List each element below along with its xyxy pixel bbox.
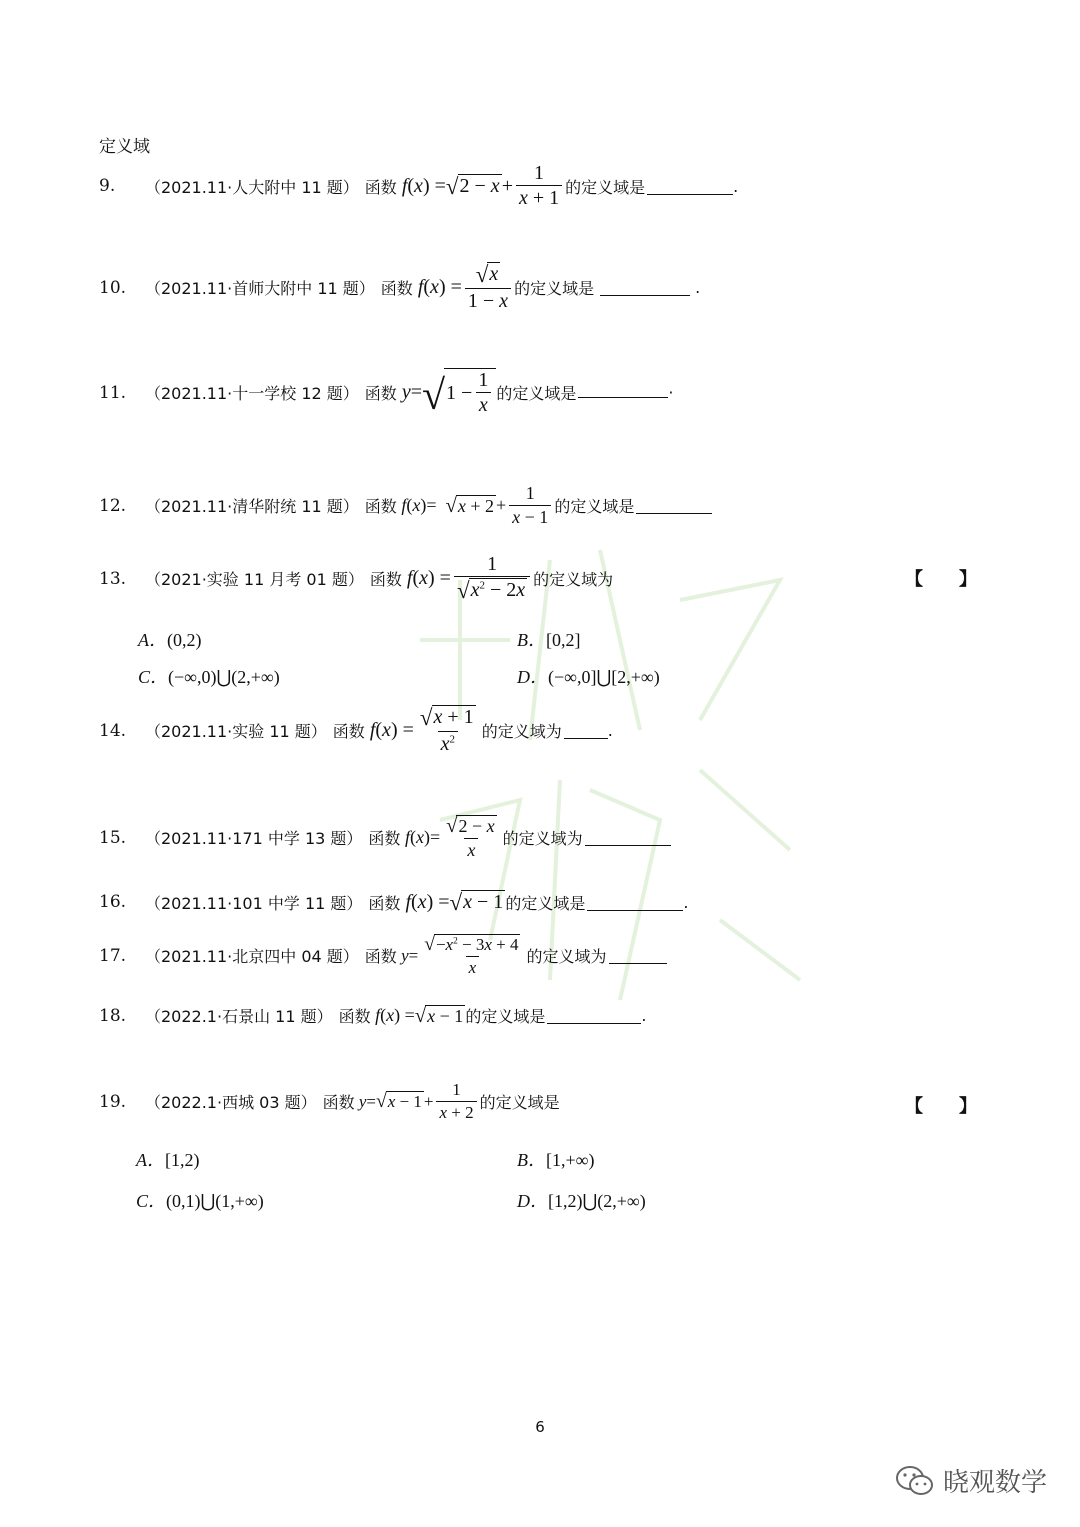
question-text: 的定义域是 (479, 1093, 560, 1113)
question-text: 的定义域为 (526, 947, 607, 967)
problem-source: （2021.11·实验 11 题） (145, 722, 327, 741)
formula: f ( x ) = √ x + 1 $x^2$ (369, 705, 474, 755)
answer-bracket: 【 】 (905, 569, 977, 590)
problem-source: （2021.11·清华附统 11 题） (145, 497, 359, 517)
answer-blank (636, 497, 712, 514)
problem-13 (99, 553, 613, 604)
question-text: 的定义域是 (565, 177, 646, 197)
problem-source: （2021.11·北京四中 04 题） (145, 947, 359, 967)
problem-10: 10. （2021.11·首师大附中 11 题） 函数 f ( x ) = √ x 1 − x 的定义域是 . (99, 262, 701, 312)
question-text: 的定义域是 (514, 279, 595, 298)
formula: y = √ 1 − $\frac{1}{x}$ (397, 368, 497, 417)
answer-blank (585, 829, 671, 846)
page-number: 6 (535, 1418, 545, 1436)
formula: f ( x ) = 1 √ $x^2 - 2x$ (402, 553, 533, 604)
option-a: A．[1,2) (136, 1150, 200, 1170)
formula: y = √ x − 1 + $\frac{1}{x + 2}$ (355, 1081, 480, 1122)
question-text: 的定义域为 (502, 829, 583, 849)
problem-number: 14. (99, 720, 127, 741)
problem-18: 18. （2022.1·石景山 11 题） 函数 f ( x ) = √ x − 1 的定义域是 . (99, 1004, 647, 1027)
problem-19 (99, 1081, 560, 1122)
option-c: C．(0,1)⋃(1,+∞) (136, 1191, 264, 1211)
formula: f ( x )= √ 2 − x x (404, 814, 495, 860)
answer-blank (564, 722, 608, 739)
func-word: 函数 (332, 722, 365, 741)
func-word: 函数 (364, 497, 397, 517)
func-word: 函数 (364, 177, 397, 197)
formula: f ( x )= √ x + 2 + $\frac{1}{x - 1}$ (397, 484, 555, 527)
answer-blank (578, 388, 668, 398)
answer-blank (647, 178, 733, 195)
func-word: 函数 (322, 1093, 355, 1113)
problem-number: 18. (99, 1005, 127, 1026)
option-b: B．[0,2] (517, 630, 581, 650)
problem-15 (99, 815, 671, 860)
problem-12 (99, 484, 712, 527)
section-title: 定义域 (99, 137, 150, 157)
problem-number: 16. (99, 892, 127, 912)
problem-number: 17. (99, 945, 127, 966)
func-word: 函数 (338, 1007, 371, 1026)
problem-source: （2021.11·首师大附中 11 题） (145, 279, 375, 298)
formula: f ( x ) = √ 2 − x + $\frac{1}{x + 1}$ (397, 162, 565, 210)
question-text: 的定义域是 (465, 1007, 546, 1026)
problem-number: 12. (99, 495, 127, 516)
option-b: B．[1,+∞) (517, 1150, 595, 1170)
problem-number: 11. (99, 382, 127, 403)
func-word: 函数 (364, 384, 397, 403)
func-word: 函数 (380, 279, 413, 298)
brand-footer (895, 1462, 1047, 1499)
problem-14: 14. （2021.11·实验 11 题） 函数 f ( x ) = √ x + 1 $x^2$ 的定义域为 . (99, 705, 613, 755)
problem-source: （2021.11·101 中学 11 题） (145, 893, 363, 913)
problem-number: 10. (99, 277, 127, 298)
problem-17 (99, 934, 667, 977)
problem-9: 9. （2021.11·人大附中 11 题） 函数 f ( x ) = √ 2 − x + $\frac{1}{x + 1}$ 的定义域是 . (99, 162, 739, 209)
problem-number: 19. (99, 1091, 127, 1112)
problem-11: 11. （2021.11·十一学校 12 题） 函数 y = √ 1 − $\frac{1}{x}$ 的定义域是 · (99, 369, 674, 419)
problem-source: （2022.1·西城 03 题） (145, 1093, 317, 1113)
formula: f ( x ) = √ x 1 − x (413, 262, 514, 313)
problem-16: 16. （2021.11·101 中学 11 题） 函数 f ( x ) = √ x − 1 的定义域是 . (99, 890, 689, 915)
formula: y = √ $-x^2 - 3x + 4$ x (401, 934, 519, 977)
formula: f ( x ) = √ x − 1 (375, 1004, 464, 1027)
func-word: 函数 (369, 570, 402, 589)
option-d: D．(−∞,0]⋃[2,+∞) (517, 667, 660, 687)
answer-blank (600, 279, 690, 296)
question-text: 的定义域为 (481, 722, 562, 741)
option-d: D．[1,2)⋃(2,+∞) (517, 1191, 646, 1211)
answer-blank (609, 947, 667, 964)
problem-source: （2021·实验 11 月考 01 题） (145, 570, 364, 589)
answer-blank (547, 1007, 641, 1024)
problem-source: （2022.1·石景山 11 题） (145, 1007, 333, 1026)
problem-source: （2021.11·171 中学 13 题） (145, 829, 363, 849)
answer-bracket: 【 】 (905, 1096, 977, 1117)
question-text: 的定义域是 (554, 497, 635, 517)
problem-number: 15. (99, 827, 127, 848)
problem-number: 9. (99, 176, 116, 196)
problem-number: 13. (99, 568, 127, 589)
problem-source: （2021.11·十一学校 12 题） (145, 384, 359, 403)
func-word: 函数 (368, 893, 401, 913)
func-word: 函数 (364, 947, 397, 967)
option-c: C．(−∞,0)⋃(2,+∞) (138, 667, 280, 687)
answer-blank (587, 894, 683, 911)
question-text: 的定义域是 (496, 384, 577, 403)
brand-name: 晓观数学 (943, 1468, 1048, 1498)
question-text: 的定义域是 (505, 893, 586, 913)
formula: f ( x ) = √ x − 1 (405, 890, 504, 915)
wechat-icon (895, 1464, 935, 1498)
option-a: A．(0,2) (138, 630, 202, 650)
question-text: 的定义域为 (533, 570, 614, 589)
func-word: 函数 (368, 829, 401, 849)
problem-source: （2021.11·人大附中 11 题） (145, 177, 359, 197)
